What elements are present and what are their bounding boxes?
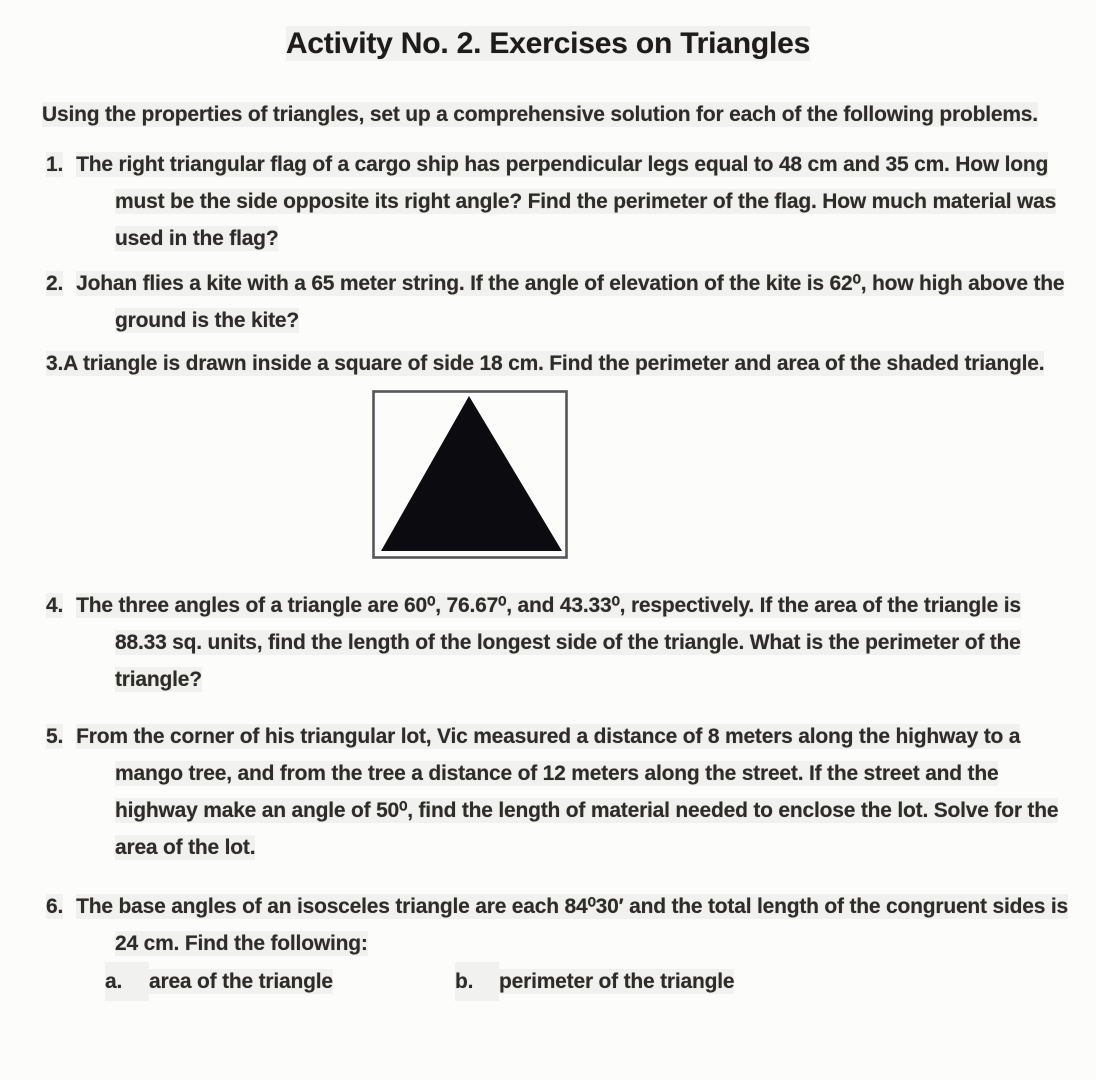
- problem-text: The right triangular flag of a cargo ship has perpendicular legs equal to 48 cm and 35 cm. How long must be the side opposite its right angle? Find the perimeter of the flag. How much material was used in the flag?: [76, 153, 1057, 250]
- subitem-a-label: a.: [105, 962, 149, 1001]
- problem-number: 4.: [46, 594, 64, 617]
- problem-item-6: [0, 888, 1070, 1001]
- problem-number: 6.: [46, 895, 64, 918]
- problem-item-2: [0, 265, 1070, 339]
- subitem-b-text: perimeter of the triangle: [499, 970, 735, 993]
- problem-text: From the corner of his triangular lot, Vic measured a distance of 8 meters along the highway to a mango tree, and from the tree a distance of 12 meters along the street. If the street and the highway make an angle of 50⁰, find the length of material needed to enclose the lot. Solve for the area of the lot.: [76, 725, 1059, 859]
- shaded-triangle: [381, 396, 562, 551]
- problem-6-subitems: [105, 962, 1070, 1001]
- problem-number: 5.: [46, 725, 64, 748]
- problem-text: Johan flies a kite with a 65 meter string. If the angle of elevation of the kite is 62⁰, how high above the ground is the kite?: [76, 272, 1065, 332]
- problem-item-3: [0, 345, 1070, 382]
- page-title-text: Activity No. 2. Exercises on Triangles: [285, 27, 811, 60]
- problem-item-5: [0, 718, 1070, 866]
- problem-item-4: [0, 587, 1070, 698]
- problem-text: The three angles of a triangle are 60⁰, 76.67⁰, and 43.33⁰, respectively. If the area of the triangle is 88.33 sq. units, find the length of the longest side of the triangle. What is the perimeter of the triangle?: [76, 594, 1021, 691]
- problem-number: 1.: [46, 153, 64, 176]
- problem-number: 2.: [46, 272, 64, 295]
- subitem-b: [455, 970, 734, 993]
- subitem-a-text: area of the triangle: [149, 970, 333, 993]
- problem-item-1: [0, 146, 1070, 257]
- subitem-b-label: b.: [455, 962, 499, 1001]
- subitem-a: [105, 962, 455, 1001]
- problem-text: The base angles of an isosceles triangle are each 84⁰30′ and the total length of the congruent sides is 24 cm. Find the following:: [76, 895, 1068, 955]
- intro-text: Using the properties of triangles, set up a comprehensive solution for each of the following problems.: [42, 103, 1038, 126]
- page-title: [0, 24, 1096, 64]
- inscribed-triangle-figure: [372, 390, 569, 561]
- problem-text: A triangle is drawn inside a square of side 18 cm. Find the perimeter and area of the shaded triangle.: [63, 352, 1045, 375]
- problem-number: 3.: [46, 352, 64, 375]
